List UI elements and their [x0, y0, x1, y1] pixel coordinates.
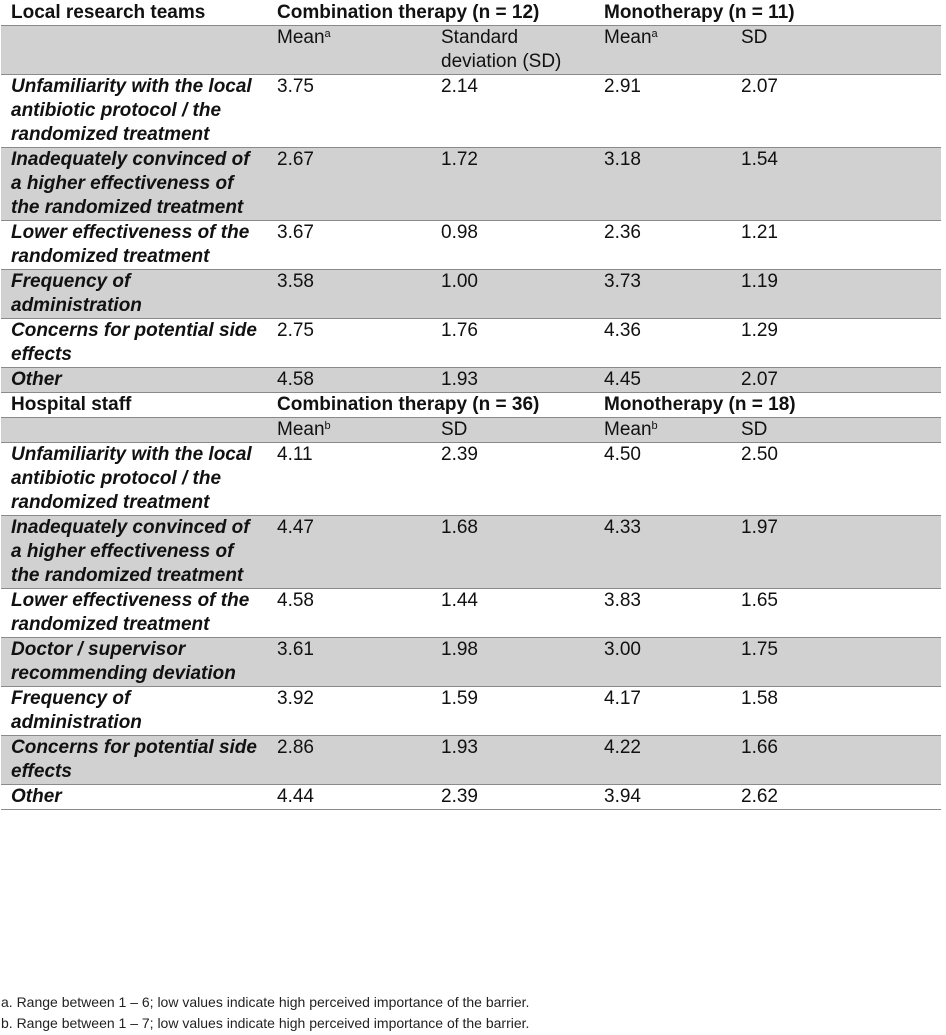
table-row: [1, 319, 941, 368]
monotherapy-sd: 1.65: [731, 589, 941, 638]
barrier-label: Inadequately convinced of a higher effectiveness of the randomized treatment: [1, 148, 267, 221]
group-label: Hospital staff: [1, 393, 267, 418]
monotherapy-sd: 1.66: [731, 736, 941, 785]
subheader-blank: [1, 418, 267, 443]
footnote-a: a. Range between 1 – 6; low values indicate high perceived importance of the barrier.: [1, 994, 530, 1010]
group-label: Local research teams: [1, 1, 267, 26]
combination-sd: 1.59: [431, 687, 594, 736]
monotherapy-sd: 1.19: [731, 270, 941, 319]
combination-mean: 3.67: [267, 221, 431, 270]
table-row: [1, 785, 941, 810]
barrier-label: Unfamiliarity with the local antibiotic protocol / the randomized treatment: [1, 443, 267, 516]
monotherapy-sd: 1.97: [731, 516, 941, 589]
monotherapy-header: Monotherapy (n = 18): [594, 393, 941, 418]
section-header-row: [1, 393, 941, 418]
combination-sd: 1.93: [431, 368, 594, 393]
barrier-label: Frequency of administration: [1, 687, 267, 736]
monotherapy-mean: 4.17: [594, 687, 731, 736]
combination-sd: 1.72: [431, 148, 594, 221]
barrier-label: Lower effectiveness of the randomized treatment: [1, 221, 267, 270]
footnote-marker: a: [324, 28, 331, 40]
barrier-label: Concerns for potential side effects: [1, 736, 267, 785]
monotherapy-sd: 1.75: [731, 638, 941, 687]
monotherapy-mean: 3.73: [594, 270, 731, 319]
table-row: [1, 589, 941, 638]
combination-mean: 2.86: [267, 736, 431, 785]
table-row: [1, 443, 941, 516]
monotherapy-sd: 1.58: [731, 687, 941, 736]
monotherapy-sd: 2.07: [731, 368, 941, 393]
combination-sd: 2.14: [431, 75, 594, 148]
monotherapy-mean: 3.83: [594, 589, 731, 638]
monotherapy-mean: 3.00: [594, 638, 731, 687]
combination-sd: 1.93: [431, 736, 594, 785]
subheader-blank: [1, 26, 267, 75]
table-row: [1, 687, 941, 736]
table-row: [1, 736, 941, 785]
combination-sd: 1.68: [431, 516, 594, 589]
combination-header: Combination therapy (n = 12): [267, 1, 594, 26]
monotherapy-mean: 4.36: [594, 319, 731, 368]
combination-sd: 0.98: [431, 221, 594, 270]
monotherapy-sd: 1.21: [731, 221, 941, 270]
table-row: [1, 221, 941, 270]
subheader-row: [1, 26, 941, 75]
combination-mean: 4.44: [267, 785, 431, 810]
table-row: [1, 270, 941, 319]
barrier-label: Other: [1, 785, 267, 810]
comb-sd-header: Standard deviation (SD): [431, 26, 594, 75]
section-header-row: [1, 1, 941, 26]
mono-mean-header: [594, 26, 731, 75]
combination-mean: 3.58: [267, 270, 431, 319]
combination-sd: 1.00: [431, 270, 594, 319]
comb-sd-header: SD: [431, 418, 594, 443]
barrier-label: Other: [1, 368, 267, 393]
barrier-label: Concerns for potential side effects: [1, 319, 267, 368]
footnote-marker: b: [324, 420, 331, 432]
monotherapy-sd: 1.54: [731, 148, 941, 221]
barrier-label: Unfamiliarity with the local antibiotic protocol / the randomized treatment: [1, 75, 267, 148]
mono-sd-header: SD: [731, 418, 941, 443]
mean-label: Mean: [604, 419, 652, 440]
table-row: [1, 638, 941, 687]
barrier-label: Frequency of administration: [1, 270, 267, 319]
mean-label: Mean: [277, 419, 325, 440]
barrier-label: Inadequately convinced of a higher effectiveness of the randomized treatment: [1, 516, 267, 589]
table-row: [1, 516, 941, 589]
monotherapy-mean: 4.50: [594, 443, 731, 516]
monotherapy-mean: 2.36: [594, 221, 731, 270]
comb-mean-header: [267, 26, 431, 75]
table-row: [1, 148, 941, 221]
footnote-marker: a: [651, 28, 658, 40]
combination-mean: 2.75: [267, 319, 431, 368]
combination-header: Combination therapy (n = 36): [267, 393, 594, 418]
barrier-label: Doctor / supervisor recommending deviation: [1, 638, 267, 687]
combination-sd: 1.98: [431, 638, 594, 687]
combination-mean: 4.11: [267, 443, 431, 516]
combination-mean: 4.47: [267, 516, 431, 589]
combination-sd: 1.76: [431, 319, 594, 368]
monotherapy-header: Monotherapy (n = 11): [594, 1, 941, 26]
footnote-marker: b: [651, 420, 658, 432]
combination-mean: 3.61: [267, 638, 431, 687]
mean-label: Mean: [604, 27, 652, 48]
monotherapy-sd: 2.50: [731, 443, 941, 516]
combination-mean: 2.67: [267, 148, 431, 221]
combination-sd: 2.39: [431, 785, 594, 810]
combination-sd: 1.44: [431, 589, 594, 638]
monotherapy-mean: 4.45: [594, 368, 731, 393]
combination-mean: 4.58: [267, 589, 431, 638]
subheader-row: [1, 418, 941, 443]
comb-mean-header: [267, 418, 431, 443]
combination-sd: 2.39: [431, 443, 594, 516]
barrier-label: Lower effectiveness of the randomized treatment: [1, 589, 267, 638]
mono-mean-header: [594, 418, 731, 443]
monotherapy-sd: 2.62: [731, 785, 941, 810]
monotherapy-mean: 4.33: [594, 516, 731, 589]
combination-mean: 3.75: [267, 75, 431, 148]
monotherapy-mean: 3.18: [594, 148, 731, 221]
monotherapy-mean: 4.22: [594, 736, 731, 785]
combination-mean: 3.92: [267, 687, 431, 736]
mean-label: Mean: [277, 27, 325, 48]
table-row: [1, 368, 941, 393]
monotherapy-mean: 3.94: [594, 785, 731, 810]
monotherapy-sd: 2.07: [731, 75, 941, 148]
table-row: [1, 75, 941, 148]
combination-mean: 4.58: [267, 368, 431, 393]
barriers-table: [1, 1, 941, 810]
monotherapy-mean: 2.91: [594, 75, 731, 148]
mono-sd-header: SD: [731, 26, 941, 75]
monotherapy-sd: 1.29: [731, 319, 941, 368]
footnote-b: b. Range between 1 – 7; low values indicate high perceived importance of the barrier.: [1, 1015, 530, 1031]
